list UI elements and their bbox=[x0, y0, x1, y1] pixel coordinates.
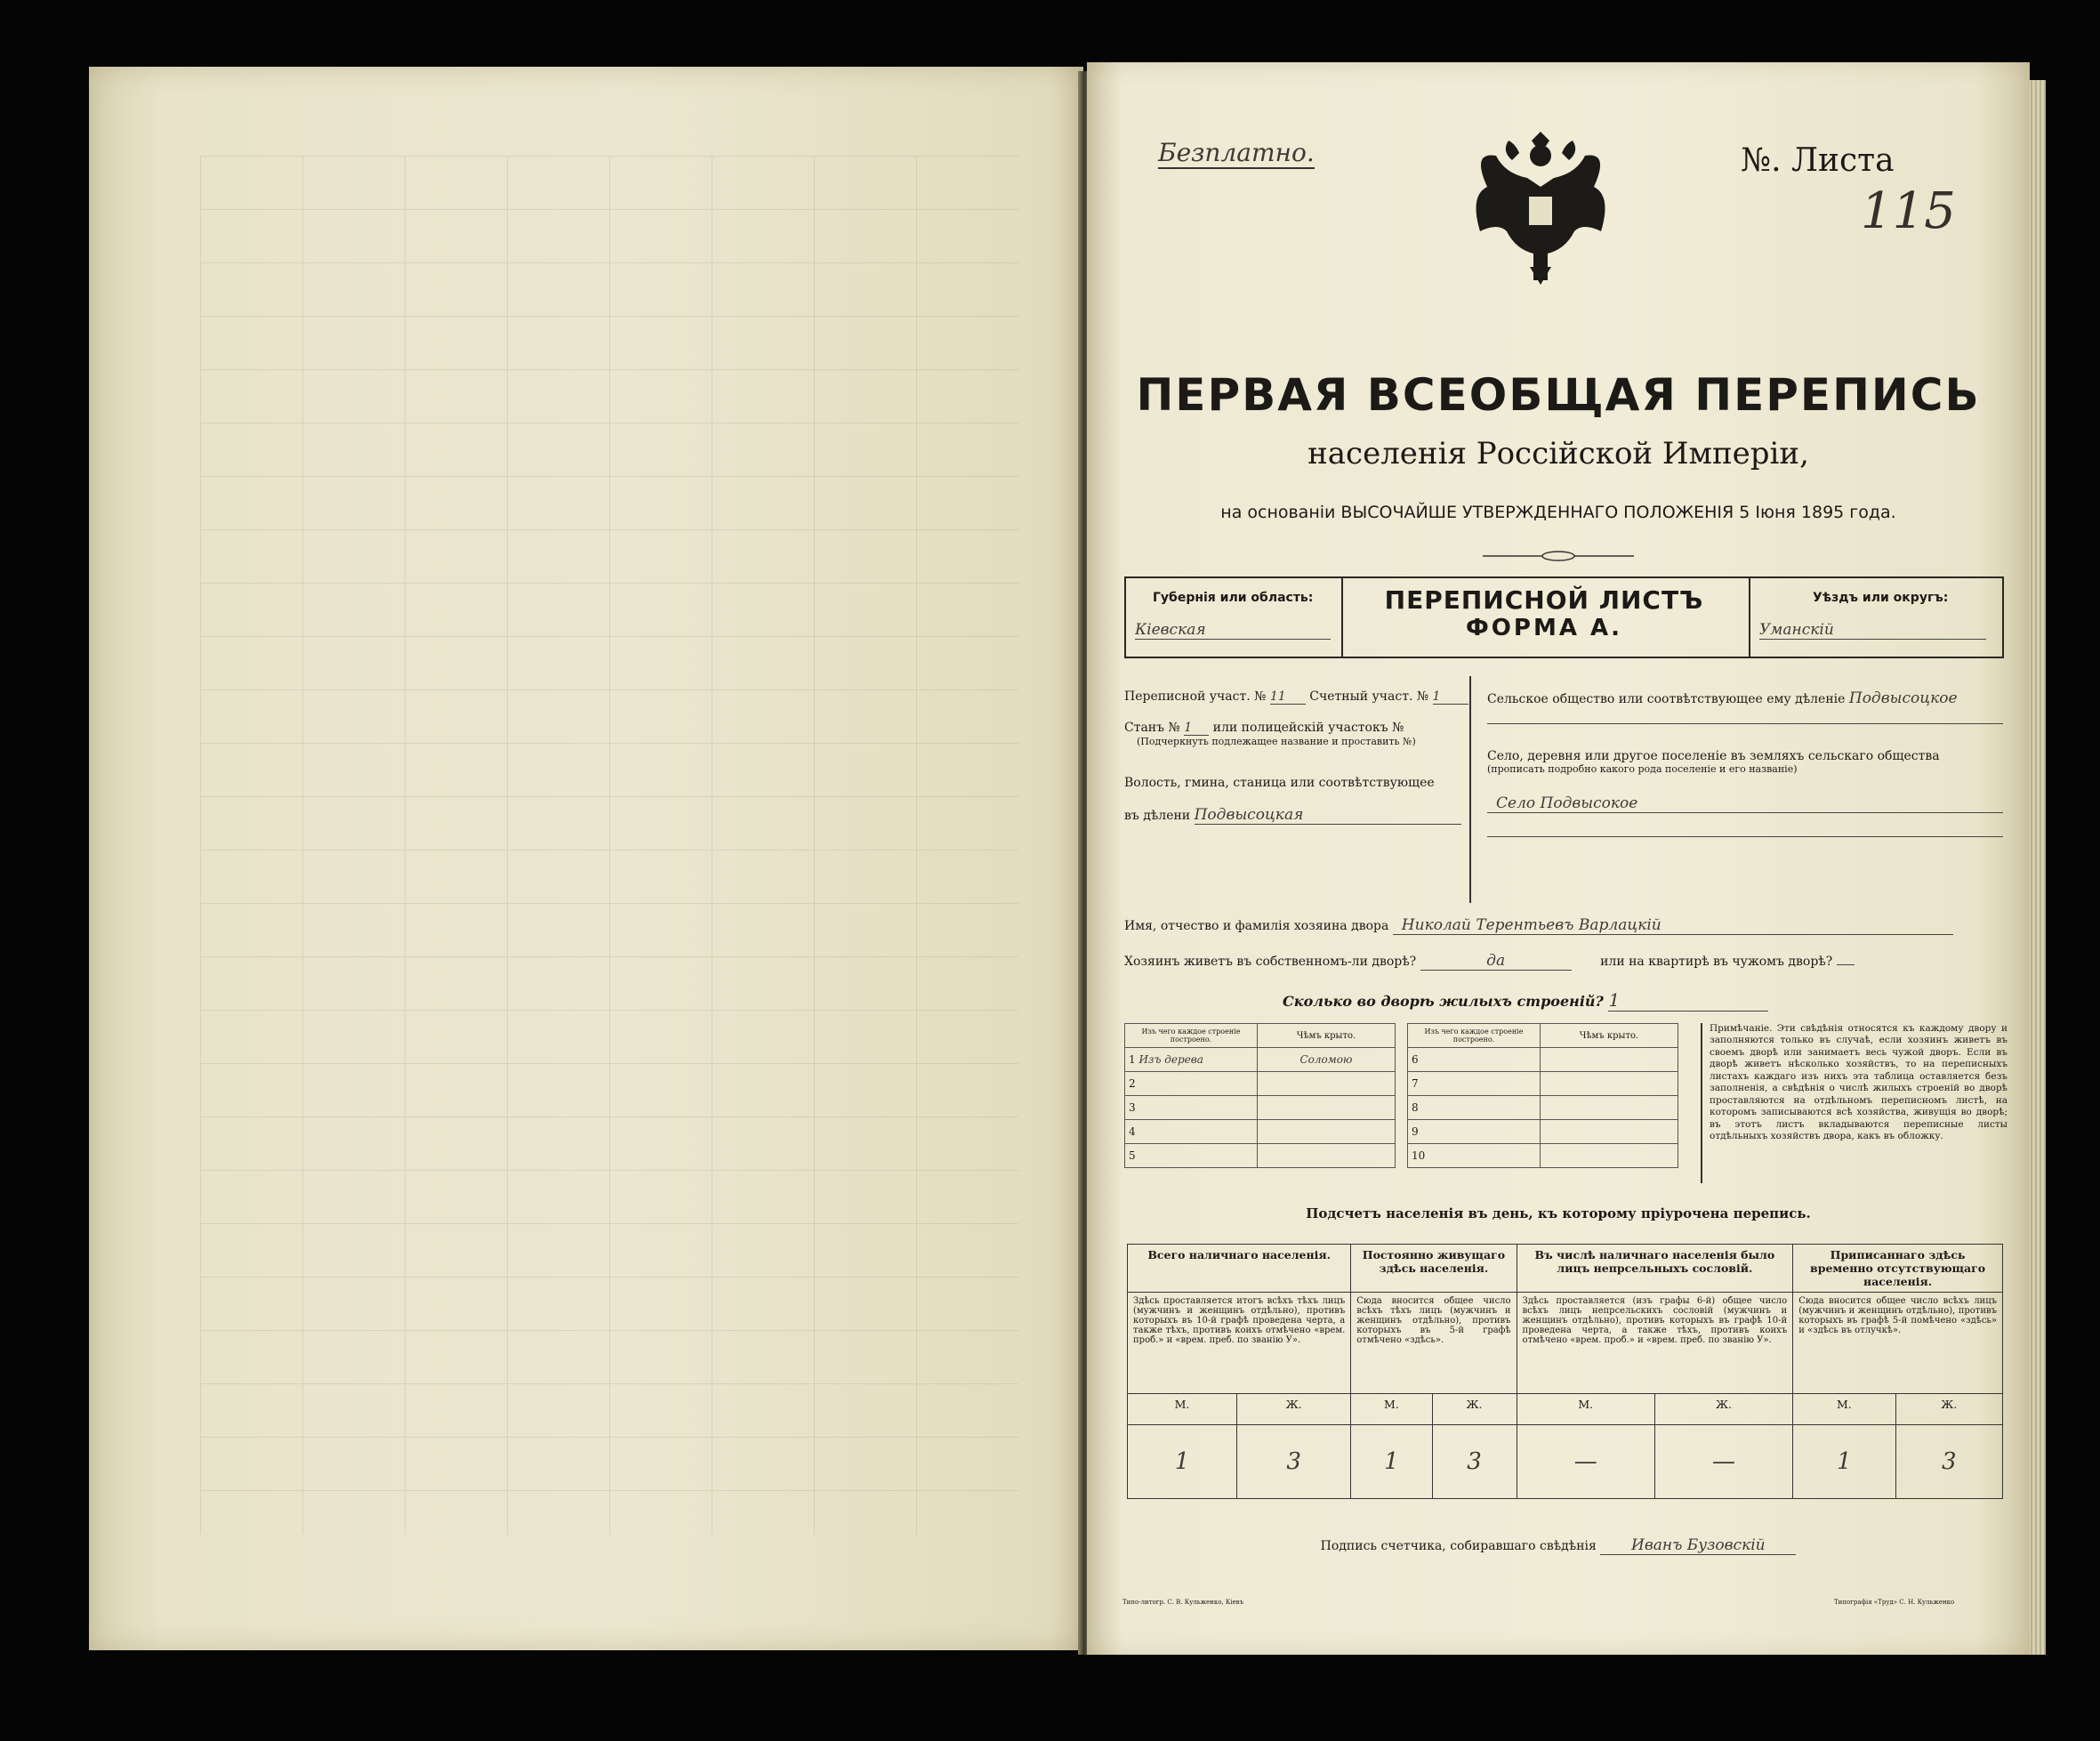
row-number: 2 bbox=[1125, 1072, 1258, 1096]
volost-label: Волость, гмина, станица или соотвѣтствующее bbox=[1124, 775, 1435, 790]
bleed-through-grid bbox=[200, 156, 1018, 1535]
page-title: ПЕРВАЯ ВСЕОБЩАЯ ПЕРЕПИСЬ bbox=[1136, 369, 1981, 421]
guberniya-value: Кіевская bbox=[1135, 621, 1331, 640]
summary-title-2: Постоянно живущаго здѣсь населенія. bbox=[1351, 1245, 1517, 1293]
row-number: 7 bbox=[1408, 1072, 1541, 1096]
column-divider bbox=[1469, 676, 1471, 903]
summary-desc-1: Здѣсь проставляется итогъ всѣхъ тѣхъ лицъ (мужчинъ и женщинъ отдѣльно), противъ которыхъ въ 10-й графѣ проведена черта, а также тѣхъ, противъ коихъ отмѣчено «врем. проб.» и «врем. преб. по званію У». bbox=[1128, 1293, 1351, 1394]
owner-value: Николай Терентьевъ Варлацкій bbox=[1393, 916, 1953, 935]
value-cell: 1 bbox=[1351, 1425, 1432, 1499]
male-header: М. bbox=[1128, 1394, 1237, 1425]
imperial-eagle-emblem bbox=[1469, 125, 1612, 289]
row-number: 5 bbox=[1125, 1144, 1258, 1168]
row-number: 6 bbox=[1408, 1048, 1541, 1072]
summary-values-row bbox=[1128, 1425, 2003, 1499]
society-label: Сельское общество или соотвѣтствующее ему дѣленіе bbox=[1487, 692, 1846, 706]
village-value: Село Подвысокое bbox=[1487, 794, 2003, 813]
table-row bbox=[1408, 1144, 1678, 1168]
table-header-row bbox=[1125, 1024, 1396, 1048]
count-district-label: Счетный участ. № bbox=[1309, 689, 1429, 704]
own-yard-label: Хозяинъ живетъ въ собственномъ-ли дворѣ? bbox=[1124, 955, 1417, 969]
census-form-page bbox=[1087, 62, 2030, 1655]
printer-imprint-left: Типо-литогр. С. В. Кульженко, Кіевъ bbox=[1122, 1599, 1244, 1606]
village-fields bbox=[1487, 689, 2003, 837]
roof-cell: Соломою bbox=[1258, 1048, 1396, 1072]
uezd-label: Уѣздъ или округъ: bbox=[1813, 591, 1949, 605]
table-row bbox=[1125, 1144, 1396, 1168]
uezd-value: Уманскій bbox=[1759, 621, 1986, 640]
census-district-value: 11 bbox=[1270, 689, 1306, 705]
guberniya-cell bbox=[1126, 578, 1343, 657]
buildings-table-left bbox=[1124, 1023, 1396, 1168]
village-note: (прописать подробно какого рода поселеніе и его названіе) bbox=[1487, 763, 1798, 775]
buildings-table-right bbox=[1407, 1023, 1678, 1168]
summary-heading: Подсчетъ населенія въ день, къ которому пріурочена перепись. bbox=[1306, 1205, 1811, 1221]
material-header: Изъ чего каждое строеніе построено. bbox=[1125, 1024, 1258, 1048]
material-cell: Изъ дерева bbox=[1139, 1053, 1203, 1066]
form-label: ФОРМА А. bbox=[1466, 615, 1622, 641]
rent-label: или на квартирѣ въ чужомъ дворѣ? bbox=[1600, 955, 1833, 969]
signature-label: Подпись счетчика, собиравшаго свѣдѣнія bbox=[1320, 1539, 1597, 1553]
table-row bbox=[1408, 1072, 1678, 1096]
row-number: 10 bbox=[1408, 1144, 1541, 1168]
value-cell: 3 bbox=[1432, 1425, 1517, 1499]
summary-desc-2: Сюда вносится общее число всѣхъ тѣхъ лицъ (мужчинъ и женщинъ отдѣльно), противъ которыхъ въ 5-й графѣ отмѣчено «здѣсь». bbox=[1351, 1293, 1517, 1394]
society-row bbox=[1487, 689, 2003, 707]
female-header: Ж. bbox=[1237, 1394, 1351, 1425]
volost-row bbox=[1124, 806, 1498, 825]
sheet-number-label: №. Листа bbox=[1741, 142, 1895, 179]
row-number: 1 bbox=[1129, 1053, 1136, 1066]
roof-header: Чѣмъ крыто. bbox=[1258, 1024, 1396, 1048]
summary-title-1: Всего наличнаго населенія. bbox=[1128, 1245, 1351, 1293]
form-header-box bbox=[1124, 576, 2004, 658]
residence-row bbox=[1124, 952, 2000, 971]
value-cell: — bbox=[1517, 1425, 1654, 1499]
sheet-number-value: 115 bbox=[1861, 182, 1956, 240]
value-cell: 3 bbox=[1895, 1425, 2002, 1499]
summary-desc-row bbox=[1128, 1293, 2003, 1394]
uezd-cell bbox=[1749, 578, 2004, 657]
population-summary-table bbox=[1127, 1244, 2003, 1499]
ornament-divider bbox=[1483, 550, 1634, 562]
note-divider bbox=[1701, 1023, 1702, 1183]
value-cell: 1 bbox=[1793, 1425, 1895, 1499]
roof-header: Чѣмъ крыто. bbox=[1541, 1024, 1678, 1048]
table-row bbox=[1408, 1120, 1678, 1144]
census-district-row bbox=[1124, 689, 1498, 705]
material-header: Изъ чего каждое строеніе построено. bbox=[1408, 1024, 1541, 1048]
summary-desc-4: Сюда вносится общее число всѣхъ лицъ (мужчинъ и женщинъ отдѣльно), противъ которыхъ въ графѣ 5-й помѣчено «здѣсь» и «здѣсь въ отлучкѣ». bbox=[1793, 1293, 2003, 1394]
stan-value: 1 bbox=[1184, 721, 1209, 736]
value-cell: 1 bbox=[1128, 1425, 1237, 1499]
summary-title-3: Въ числѣ наличнаго населенія было лицъ непрсельныхъ сословій. bbox=[1517, 1245, 1793, 1293]
guberniya-label: Губернія или область: bbox=[1153, 591, 1314, 605]
table-row bbox=[1408, 1048, 1678, 1072]
volost-label-2: въ дѣлени bbox=[1124, 808, 1191, 823]
value-cell: 3 bbox=[1237, 1425, 1351, 1499]
sheet-title: ПЕРЕПИСНОЙ ЛИСТЪ bbox=[1384, 585, 1704, 615]
printer-imprint-right: Типографія «Труд» С. Н. Кульженко bbox=[1834, 1599, 1955, 1606]
signature-row bbox=[1087, 1536, 2030, 1555]
volost-value: Подвысоцкая bbox=[1195, 806, 1461, 825]
table-row bbox=[1408, 1096, 1678, 1120]
female-header: Ж. bbox=[1895, 1394, 2002, 1425]
count-district-value: 1 bbox=[1433, 689, 1468, 705]
summary-desc-3: Здѣсь проставляется (изъ графы 6-й) общее число всѣхъ лицъ непрсельскихъ сословій (мужчинъ и женщинъ отдѣльно), противъ которыхъ въ графѣ 10-й проведена черта, а также тѣхъ, противъ коихъ отмѣчено «врем. проб.» и «врем. преб. по званію У». bbox=[1517, 1293, 1793, 1394]
census-district-label: Переписной участ. № bbox=[1124, 689, 1267, 704]
male-header: М. bbox=[1351, 1394, 1432, 1425]
page-subtitle: населенія Россійской Имперіи, bbox=[1307, 436, 1809, 472]
left-page bbox=[89, 67, 1083, 1650]
summary-mf-header-row bbox=[1128, 1394, 2003, 1425]
own-yard-value: да bbox=[1420, 952, 1572, 971]
owner-label: Имя, отчество и фамилія хозяина двора bbox=[1124, 919, 1389, 933]
owner-row bbox=[1124, 916, 2000, 935]
row-number: 9 bbox=[1408, 1120, 1541, 1144]
row-number: 4 bbox=[1125, 1120, 1258, 1144]
stan-label: Станъ № bbox=[1124, 721, 1180, 735]
signature-value: Иванъ Бузовскій bbox=[1600, 1536, 1796, 1555]
value-cell: — bbox=[1654, 1425, 1792, 1499]
sheet-title-cell bbox=[1344, 578, 1744, 657]
summary-title-row bbox=[1128, 1245, 2003, 1293]
table-header-row bbox=[1408, 1024, 1678, 1048]
table-row bbox=[1125, 1048, 1396, 1072]
underline-note: (Подчеркнуть подлежащее название и проставить №) bbox=[1137, 736, 1416, 747]
female-header: Ж. bbox=[1432, 1394, 1517, 1425]
society-underline bbox=[1487, 707, 2003, 724]
stan-row bbox=[1124, 721, 1498, 736]
table-row bbox=[1125, 1120, 1396, 1144]
free-label: Безплатно. bbox=[1158, 138, 1315, 167]
police-label: или полицейскій участокъ № bbox=[1212, 721, 1404, 735]
village-underline-2 bbox=[1487, 813, 2003, 837]
table-row bbox=[1125, 1072, 1396, 1096]
buildings-label: Сколько во дворѣ жилыхъ строеній? bbox=[1283, 993, 1604, 1010]
summary-title-4: Приписаннаго здѣсь временно отсутствующаго населенія. bbox=[1793, 1245, 2003, 1293]
village-label: Село, деревня или другое поселеніе въ земляхъ сельскаго общества bbox=[1487, 749, 1940, 763]
female-header: Ж. bbox=[1654, 1394, 1792, 1425]
note-text: Примѣчаніе. Эти свѣдѣнія относятся къ каждому двору и заполняются только въ случаѣ, если хозяинъ живетъ въ своемъ дворѣ или занимаетъ весь чужой дворъ. Если въ дворѣ живетъ нѣсколько хозяйствъ, то на переписныхъ листахъ каждаго изъ нихъ эта таблица оставляется безъ заполненія, а свѣдѣнія о числѣ жилыхъ строеній во дворѣ проставляются на отдѣльномъ переписномъ листѣ, на которомъ записываются всѣ хозяйства, живущія во дворѣ; въ этотъ листъ вкладываются переписные листы отдѣльныхъ хозяйствъ двора, какъ въ обложку. bbox=[1710, 1023, 2007, 1141]
society-value: Подвысоцкое bbox=[1848, 689, 1958, 707]
row-number: 8 bbox=[1408, 1096, 1541, 1120]
male-header: М. bbox=[1793, 1394, 1895, 1425]
male-header: М. bbox=[1517, 1394, 1654, 1425]
buildings-value: 1 bbox=[1608, 989, 1768, 1012]
decree-line: на основаніи ВЫСОЧАЙШЕ УТВЕРЖДЕННАГО ПОЛОЖЕНІЯ 5 Іюня 1895 года. bbox=[1220, 503, 1896, 522]
row-number: 3 bbox=[1125, 1096, 1258, 1120]
rent-value bbox=[1837, 964, 1855, 965]
buildings-row bbox=[1283, 989, 1768, 1012]
district-fields bbox=[1124, 689, 1498, 825]
table-row bbox=[1125, 1096, 1396, 1120]
